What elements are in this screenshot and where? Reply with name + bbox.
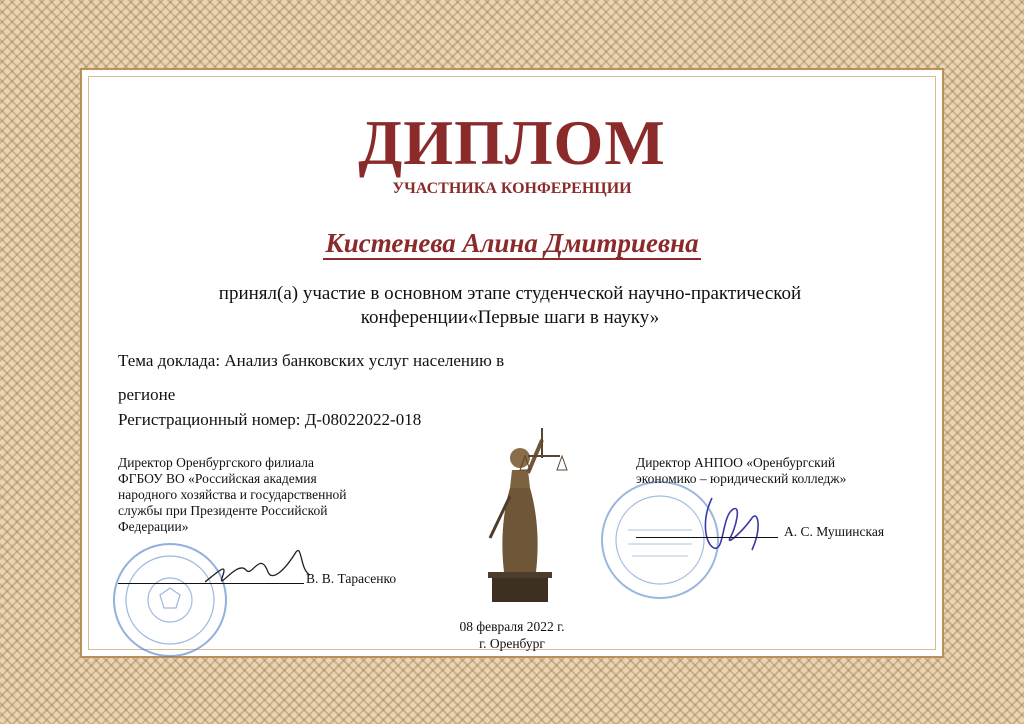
issue-date-block	[412, 618, 612, 652]
right-signatory-name: А. С. Мушинская	[784, 524, 885, 539]
certificate-subtitle: УЧАСТНИКА КОНФЕРЕНЦИИ	[392, 180, 632, 197]
participation-line-2: конференции«Первые шаги в науку»	[360, 307, 660, 328]
left-position-line: народного хозяйства и государственной	[118, 487, 347, 502]
left-signature-line	[118, 583, 304, 584]
certificate-title: ДИПЛОМ	[358, 107, 666, 178]
topic-line-1: Тема доклада: Анализ банковских услуг населению в	[118, 351, 505, 370]
recipient-name-block	[0, 228, 1024, 259]
topic-line-2: регионе	[118, 385, 176, 404]
left-position-line: службы при Президенте Российской	[118, 503, 328, 518]
right-position-line: Директор АНПОО «Оренбургский	[636, 455, 836, 470]
registration-number: Регистрационный номер: Д-08022022-018	[118, 410, 422, 429]
left-position-line: Директор Оренбургского филиала	[118, 455, 314, 470]
report-topic	[118, 344, 578, 412]
left-position-line: ФГБОУ ВО «Российская академия	[118, 471, 317, 486]
left-position-line: Федерации»	[118, 519, 189, 534]
themis-statue-icon	[470, 418, 570, 608]
issue-city: г. Оренбург	[479, 636, 545, 651]
issue-date: 08 февраля 2022 г.	[459, 619, 565, 634]
right-signature-line	[636, 537, 778, 538]
recipient-name: Кистенева Алина Дмитриевна	[325, 228, 699, 258]
participation-text	[150, 282, 870, 330]
right-position-line: экономико – юридический колледж»	[636, 471, 847, 486]
signature-icon	[692, 488, 772, 558]
left-signatory-name: В. В. Тарасенко	[306, 571, 397, 586]
left-signatory-position	[118, 455, 388, 535]
participation-line-1: принял(а) участие в основном этапе студенческой научно-практической	[218, 283, 802, 304]
right-signatory-position	[636, 455, 896, 487]
